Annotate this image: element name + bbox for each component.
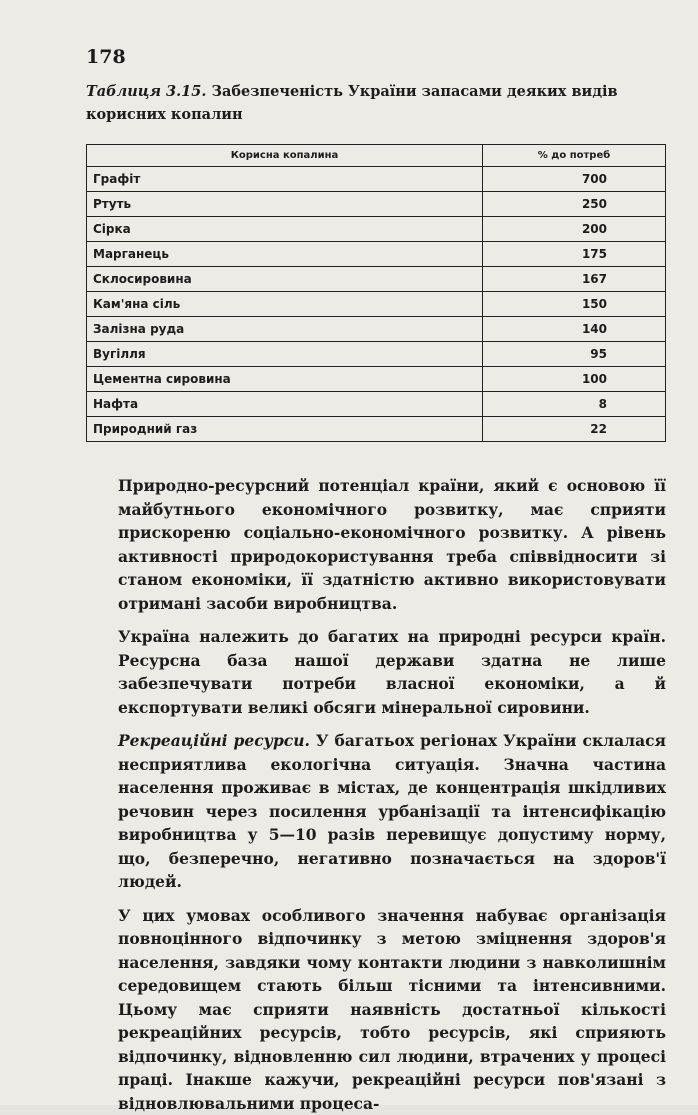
table-caption <box>86 80 686 126</box>
resources-table-container <box>86 144 666 442</box>
mineral-name: Цементна сировина <box>87 367 483 392</box>
table-row <box>87 317 666 342</box>
mineral-percent: 200 <box>483 217 666 242</box>
table-row <box>87 217 666 242</box>
table-row <box>87 392 666 417</box>
paragraph-rest-text: У цих умовах особливого значення набуває організація повноцінного відпочинку з метою зміцнення здоров'я населення, завдяки чому контакти людини з навколишнім середовищем стають більш тісними та інтенсивними. Цьому має сприяти наявність достатньої кількості рекреаційних ресурсів, тобто ресурсів, які сприяють відпочинку, відновленню сил людини, втрачених у процесі праці. Інакше кажучи, рекреаційні ресурси пов'язані з відновлювальними процеса- <box>118 906 666 1113</box>
mineral-percent: 167 <box>483 267 666 292</box>
body-text <box>118 474 666 1115</box>
mineral-name: Природний газ <box>87 417 483 442</box>
paragraph-potential <box>118 474 666 615</box>
mineral-percent: 100 <box>483 367 666 392</box>
section-heading-recreation: Рекреаційні ресурси. <box>118 731 310 750</box>
mineral-percent: 700 <box>483 167 666 192</box>
table-row <box>87 167 666 192</box>
table-header-row <box>87 145 666 167</box>
table-row <box>87 342 666 367</box>
table-row <box>87 267 666 292</box>
table-row <box>87 417 666 442</box>
mineral-name: Графіт <box>87 167 483 192</box>
table-row <box>87 192 666 217</box>
mineral-name: Сірка <box>87 217 483 242</box>
mineral-name: Марганець <box>87 242 483 267</box>
mineral-percent: 8 <box>483 392 666 417</box>
resources-table <box>86 144 666 442</box>
table-row <box>87 292 666 317</box>
paragraph-resource-base <box>118 625 666 719</box>
mineral-name: Вугілля <box>87 342 483 367</box>
mineral-name: Склосировина <box>87 267 483 292</box>
mineral-name: Залізна руда <box>87 317 483 342</box>
table-row <box>87 367 666 392</box>
mineral-name: Ртуть <box>87 192 483 217</box>
mineral-percent: 175 <box>483 242 666 267</box>
mineral-percent: 95 <box>483 342 666 367</box>
mineral-percent: 150 <box>483 292 666 317</box>
column-header-mineral: Корисна копалина <box>87 145 483 167</box>
page-number: 178 <box>86 46 126 68</box>
mineral-name: Нафта <box>87 392 483 417</box>
mineral-name: Кам'яна сіль <box>87 292 483 317</box>
mineral-percent: 140 <box>483 317 666 342</box>
table-caption-label: Таблиця 3.15. <box>86 83 206 100</box>
paragraph-rest <box>118 904 666 1115</box>
table-caption-text: Забезпеченість України запасами деяких видів корисних копалин <box>86 83 618 123</box>
paragraph-resource-base-text: Україна належить до багатих на природні ресурси країн. Ресурсна база нашої держави здатна не лише забезпечувати потреби власної економіки, а й експортувати великі обсяги мінеральної сировини. <box>118 627 666 717</box>
paragraph-recreation-text: У багатьох регіонах України склалася несприятлива екологічна ситуація. Значна частина населення проживає в містах, де концентрація шкідливих речовин через посилення урбанізації та інтенсифікацію виробництва у 5—10 разів перевищує допустиму норму, що, безперечно, негативно позначається на здоров'ї людей. <box>118 731 666 891</box>
column-header-percent: % до потреб <box>483 145 666 167</box>
table-row <box>87 242 666 267</box>
mineral-percent: 22 <box>483 417 666 442</box>
paragraph-recreation <box>118 729 666 894</box>
paragraph-potential-text: Природно-ресурсний потенціал країни, який є основою її майбутнього економічного розвитку, має сприяти прискореню соціально-економічного розвитку. А рівень активності природокористування треба співвідносити зі станом економіки, її здатністю активно використовувати отримані засоби виробництва. <box>118 476 666 613</box>
mineral-percent: 250 <box>483 192 666 217</box>
